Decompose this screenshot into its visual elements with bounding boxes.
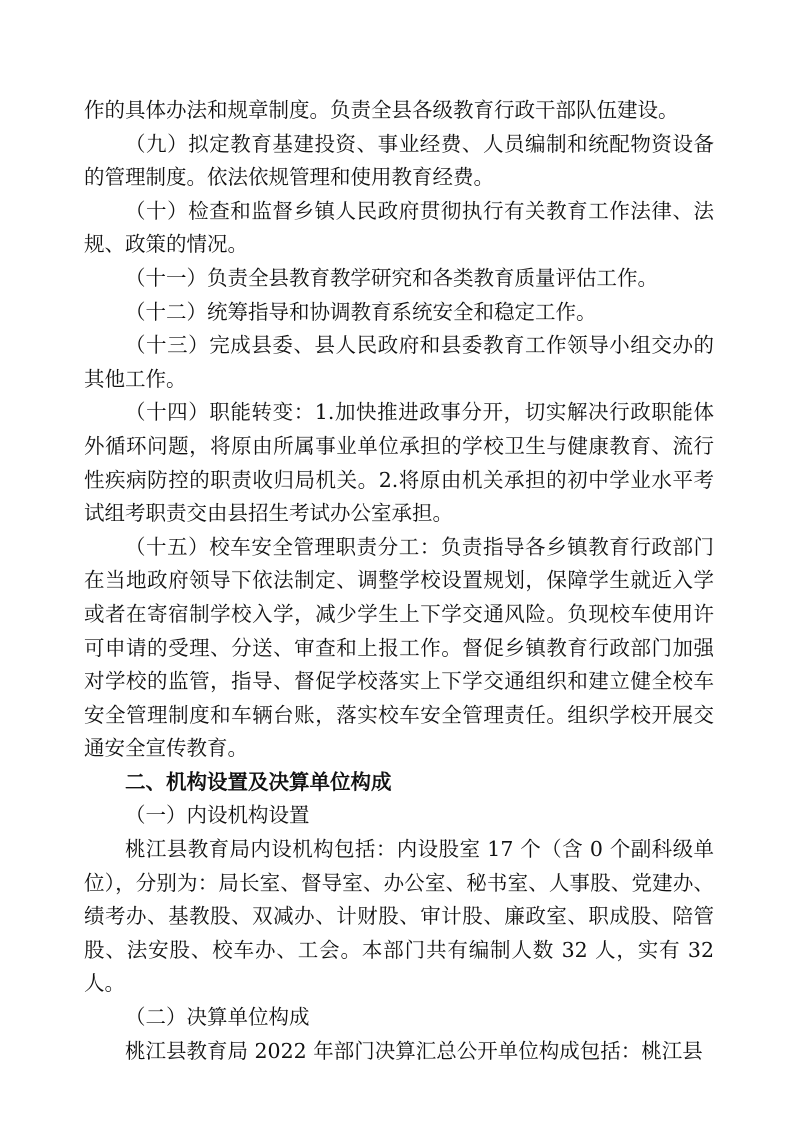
document-page: [84, 94, 714, 1068]
paragraph-1: 作的具体办法和规章制度。负责全县各级教育行政干部队伍建设。: [84, 98, 679, 122]
paragraph-item-15: （十五）校车安全管理职责分工：负责指导各乡镇教育行政部门在当地政府领导下依法制定、调整学校设置规划，保障学生就近入学或者在寄宿制学校入学，减少学生上下学交通风险。负现校车使用许可申请的受理、分送、审查和上报工作。督促乡镇教育行政部门加强对学校的监管，指导、督促学校落实上下学交通组织和建立健全校车安全管理制度和车辆台账，落实校车安全管理责任。组织学校开展交通安全宣传教育。: [84, 534, 714, 761]
paragraph-item-13: （十三）完成县委、县人民政府和县委教育工作领导小组交办的其他工作。: [84, 333, 714, 391]
paragraph-internal-structure: 桃江县教育局内设机构包括：内设股室 17 个（含 0 个副科级单位），分别为：局长室、督导室、办公室、秘书室、人事股、党建办、绩考办、基教股、双减办、计财股、审计股、廉政室、职成股、陪管股、法安股、校车办、工会。本部门共有编制人数 32 人，实有 32 人。: [84, 837, 714, 996]
paragraph-item-9: （九）拟定教育基建投资、事业经费、人员编制和统配物资设备的管理制度。依法依规管理和使用教育经费。: [84, 131, 714, 190]
subsection-heading-internal-structure: （一）内设机构设置: [125, 803, 310, 828]
subsection-heading-budget-units: （二）决算单位构成: [125, 1005, 310, 1030]
paragraph-item-14: （十四）职能转变：1.加快推进政事分开，切实解决行政职能体外循环问题，将原由所属事业单位承担的学校卫生与健康教育、流行性疾病防控的职责收归局机关。2.将原由机关承担的初中学业水平考试组考职责交由县招生考试办公室承担。: [84, 400, 714, 526]
paragraph-item-12: （十二）统筹指导和协调教育系统安全和稳定工作。: [125, 299, 597, 324]
section-heading: 二、机构设置及决算单位构成: [125, 769, 392, 794]
paragraph-item-11: （十一）负责全县教育教学研究和各类教育质量评估工作。: [125, 265, 658, 290]
paragraph-item-10: （十）检查和监督乡镇人民政府贯彻执行有关教育工作法律、法规、政策的情况。: [84, 198, 714, 257]
paragraph-budget-units: 桃江县教育局 2022 年部门决算汇总公开单位构成包括：桃江县: [125, 1038, 703, 1063]
